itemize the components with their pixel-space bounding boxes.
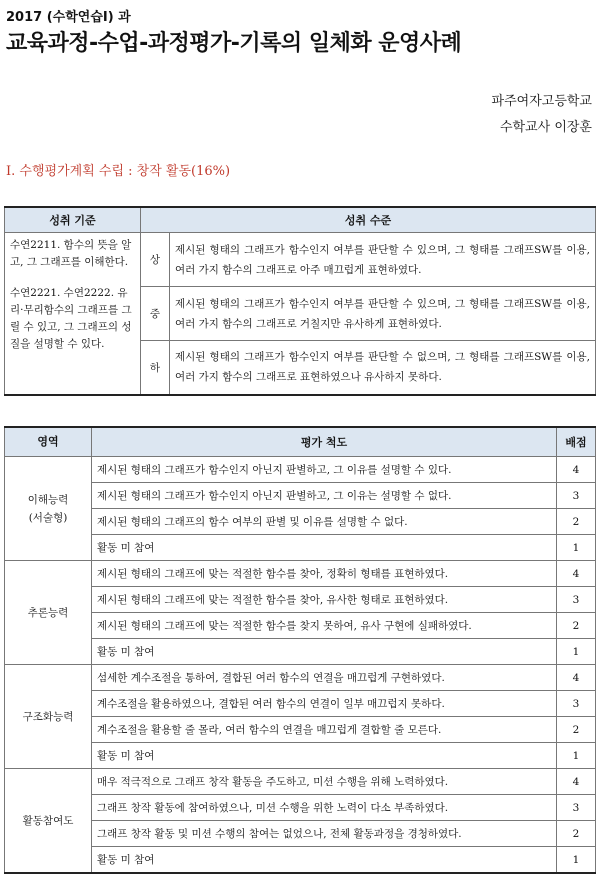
rubric-row: [5, 847, 596, 874]
criteria-header: 성취 기준: [5, 207, 141, 233]
scale-cell: 활동 미 참여: [92, 743, 557, 769]
level-grade: 하: [141, 341, 170, 395]
scale-cell: 제시된 형태의 그래프의 함수 여부의 판별 및 이유를 설명할 수 없다.: [92, 509, 557, 535]
scale-header: 평가 척도: [92, 427, 557, 457]
area-label: 이해능력 (서술형): [27, 493, 69, 524]
level-grade: 중: [141, 287, 170, 341]
achievement-table: [4, 206, 596, 396]
scale-cell: 제시된 형태의 그래프가 함수인지 아닌지 판별하고, 그 이유는 설명할 수 없다.: [92, 483, 557, 509]
score-cell: 3: [557, 691, 596, 717]
scale-cell: 활동 미 참여: [92, 535, 557, 561]
criteria-cell: [5, 233, 141, 395]
score-cell: 1: [557, 639, 596, 665]
rubric-row: [5, 769, 596, 795]
score-cell: 3: [557, 587, 596, 613]
scale-cell: 계수조절을 활용할 줄 몰라, 여러 함수의 연결을 매끄럽게 결합할 줄 모른다.: [92, 717, 557, 743]
score-cell: 4: [557, 561, 596, 587]
score-cell: 4: [557, 769, 596, 795]
rubric-row: [5, 821, 596, 847]
rubric-row: [5, 795, 596, 821]
score-cell: 4: [557, 457, 596, 483]
school-name: 파주여자고등학교: [491, 94, 592, 109]
rubric-row: [5, 457, 596, 483]
rubric-row: [5, 613, 596, 639]
achievement-header-row: [5, 207, 596, 233]
area-understanding: [5, 457, 92, 561]
rubric-table: [4, 426, 596, 874]
scale-cell: 제시된 형태의 그래프에 맞는 적절한 함수를 찾아, 유사한 형태로 표현하였다.: [92, 587, 557, 613]
scale-cell: 섬세한 계수조절을 통하여, 결합된 여러 함수의 연결을 매끄럽게 구현하였다.: [92, 665, 557, 691]
criteria-text-2: 수연2221. 수연2222. 유리·무리함수의 그래프를 그릴 수 있고, 그 그래프의 성질을 설명할 수 있다.: [10, 287, 132, 350]
score-cell: 1: [557, 847, 596, 874]
score-cell: 2: [557, 613, 596, 639]
rubric-row: [5, 587, 596, 613]
score-cell: 2: [557, 509, 596, 535]
scale-cell: 그래프 창작 활동 및 미션 수행의 참여는 없었으나, 전체 활동과정을 경청하였다.: [92, 821, 557, 847]
rubric-row: [5, 691, 596, 717]
area-participation: 활동참여도: [5, 769, 92, 874]
score-cell: 1: [557, 535, 596, 561]
document-title: 교육과정-수업-과정평가-기록의 일체화 운영사례: [6, 31, 462, 56]
level-description: 제시된 형태의 그래프가 함수인지 여부를 판단할 수 있으며, 그 형태를 그래프SW를 이용, 여러 가지 함수의 그래프로 거칠지만 유사하게 표현하였다.: [170, 287, 596, 341]
score-cell: 3: [557, 483, 596, 509]
area-header: 영역: [5, 427, 92, 457]
scale-cell: 그래프 창작 활동에 참여하였으나, 미션 수행을 위한 노력이 다소 부족하였다.: [92, 795, 557, 821]
area-reasoning: 추론능력: [5, 561, 92, 665]
section-heading: Ⅰ. 수행평가계획 수립 : 창작 활동(16%): [6, 164, 231, 179]
score-cell: 3: [557, 795, 596, 821]
score-header: 배점: [557, 427, 596, 457]
rubric-row: [5, 717, 596, 743]
scale-cell: 매우 적극적으로 그래프 창작 활동을 주도하고, 미션 수행을 위해 노력하였다.: [92, 769, 557, 795]
rubric-header-row: [5, 427, 596, 457]
document-subtitle: 2017 (수학연습Ⅰ) 과: [6, 10, 131, 25]
level-header: 성취 수준: [141, 207, 596, 233]
score-cell: 4: [557, 665, 596, 691]
scale-cell: 제시된 형태의 그래프가 함수인지 아닌지 판별하고, 그 이유를 설명할 수 있다.: [92, 457, 557, 483]
scale-cell: 활동 미 참여: [92, 639, 557, 665]
level-description: 제시된 형태의 그래프가 함수인지 여부를 판단할 수 있으며, 그 형태를 그래프SW를 이용, 여러 가지 함수의 그래프로 아주 매끄럽게 표현하였다.: [170, 233, 596, 287]
rubric-row: [5, 561, 596, 587]
level-description: 제시된 형태의 그래프가 함수인지 여부를 판단할 수 없으며, 그 형태를 그래프SW를 이용, 여러 가지 함수의 그래프로 표현하였으나 유사하지 못하다.: [170, 341, 596, 395]
scale-cell: 제시된 형태의 그래프에 맞는 적절한 함수를 찾지 못하여, 유사 구현에 실패하였다.: [92, 613, 557, 639]
scale-cell: 제시된 형태의 그래프에 맞는 적절한 함수를 찾아, 정확히 형태를 표현하였다.: [92, 561, 557, 587]
rubric-row: [5, 535, 596, 561]
score-cell: 2: [557, 717, 596, 743]
teacher-name: 수학교사 이장훈: [499, 120, 592, 135]
scale-cell: 계수조절을 활용하였으나, 결합된 여러 함수의 연결이 일부 매끄럽지 못하다.: [92, 691, 557, 717]
level-grade: 상: [141, 233, 170, 287]
rubric-row: [5, 483, 596, 509]
score-cell: 2: [557, 821, 596, 847]
achievement-row: [5, 233, 596, 287]
rubric-row: [5, 743, 596, 769]
rubric-row: [5, 509, 596, 535]
rubric-row: [5, 639, 596, 665]
score-cell: 1: [557, 743, 596, 769]
area-structuring: 구조화능력: [5, 665, 92, 769]
criteria-text-1: 수연2211. 함수의 뜻을 알고, 그 그래프를 이해한다.: [10, 239, 132, 268]
rubric-row: [5, 665, 596, 691]
scale-cell: 활동 미 참여: [92, 847, 557, 874]
